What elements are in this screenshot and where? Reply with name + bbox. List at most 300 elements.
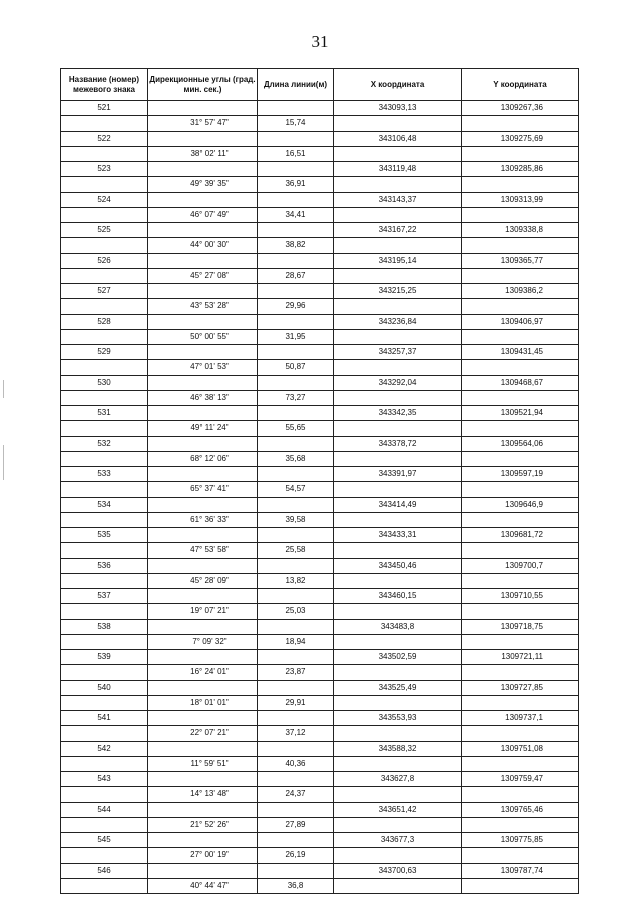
point-name: 543 [61, 772, 148, 787]
empty-cell [334, 878, 462, 894]
empty-cell [61, 207, 148, 223]
point-row [61, 467, 579, 482]
line-length: 13,82 [258, 573, 334, 589]
segment-row [61, 360, 579, 376]
empty-cell [258, 528, 334, 543]
empty-cell [462, 848, 579, 864]
line-length: 38,82 [258, 238, 334, 254]
empty-cell [462, 329, 579, 345]
coordinates-table [60, 68, 579, 894]
segment-row [61, 817, 579, 833]
line-length: 40,36 [258, 756, 334, 772]
point-name: 546 [61, 863, 148, 878]
point-name: 524 [61, 192, 148, 207]
empty-cell [258, 802, 334, 817]
empty-cell [148, 101, 258, 116]
segment-row [61, 878, 579, 894]
empty-cell [258, 314, 334, 329]
direction-angle: 49° 39' 35" [148, 177, 258, 193]
segment-row [61, 573, 579, 589]
empty-cell [148, 589, 258, 604]
empty-cell [258, 284, 334, 299]
segment-row [61, 146, 579, 162]
empty-cell [334, 329, 462, 345]
point-row [61, 589, 579, 604]
empty-cell [258, 741, 334, 756]
empty-cell [334, 360, 462, 376]
empty-cell [148, 467, 258, 482]
empty-cell [148, 619, 258, 634]
empty-cell [61, 634, 148, 650]
empty-cell [61, 238, 148, 254]
empty-cell [462, 543, 579, 559]
x-coordinate: 343651,42 [334, 802, 462, 817]
point-row [61, 192, 579, 207]
x-coordinate: 343236,84 [334, 314, 462, 329]
segment-row [61, 268, 579, 284]
empty-cell [258, 863, 334, 878]
empty-cell [148, 253, 258, 268]
empty-cell [462, 817, 579, 833]
empty-cell [334, 695, 462, 711]
direction-angle: 40° 44' 47" [148, 878, 258, 894]
segment-row [61, 451, 579, 467]
segment-row [61, 207, 579, 223]
line-length: 39,58 [258, 512, 334, 528]
y-coordinate: 1309759,47 [462, 772, 579, 787]
empty-cell [258, 497, 334, 512]
point-name: 521 [61, 101, 148, 116]
point-name: 545 [61, 833, 148, 848]
x-coordinate: 343106,48 [334, 131, 462, 146]
empty-cell [61, 787, 148, 803]
empty-cell [334, 116, 462, 132]
y-coordinate: 1309267,36 [462, 101, 579, 116]
header-direction-angle: Дирекционные углы (град. мин. сек.) [148, 69, 258, 101]
empty-cell [61, 756, 148, 772]
segment-row [61, 329, 579, 345]
empty-cell [148, 802, 258, 817]
point-name: 535 [61, 528, 148, 543]
point-name: 528 [61, 314, 148, 329]
y-coordinate: 1309721,11 [462, 650, 579, 665]
y-coordinate: 1309468,67 [462, 375, 579, 390]
y-coordinate: 1309564,06 [462, 436, 579, 451]
line-length: 16,51 [258, 146, 334, 162]
empty-cell [148, 406, 258, 421]
empty-cell [258, 192, 334, 207]
x-coordinate: 343143,37 [334, 192, 462, 207]
x-coordinate: 343588,32 [334, 741, 462, 756]
empty-cell [334, 848, 462, 864]
empty-cell [258, 772, 334, 787]
x-coordinate: 343215,25 [334, 284, 462, 299]
empty-cell [148, 131, 258, 146]
scan-margin-mark [3, 380, 4, 398]
line-length: 28,67 [258, 268, 334, 284]
point-row [61, 680, 579, 695]
direction-angle: 45° 28' 09" [148, 573, 258, 589]
empty-cell [462, 146, 579, 162]
x-coordinate: 343627,8 [334, 772, 462, 787]
empty-cell [61, 604, 148, 620]
line-length: 34,41 [258, 207, 334, 223]
empty-cell [462, 482, 579, 498]
empty-cell [61, 451, 148, 467]
x-coordinate: 343257,37 [334, 345, 462, 360]
point-name: 533 [61, 467, 148, 482]
direction-angle: 16° 24' 01" [148, 665, 258, 681]
x-coordinate: 343433,31 [334, 528, 462, 543]
empty-cell [61, 573, 148, 589]
empty-cell [148, 650, 258, 665]
y-coordinate: 1309765,46 [462, 802, 579, 817]
point-row [61, 619, 579, 634]
segment-row [61, 543, 579, 559]
empty-cell [148, 284, 258, 299]
point-row [61, 345, 579, 360]
x-coordinate: 343502,59 [334, 650, 462, 665]
empty-cell [61, 482, 148, 498]
x-coordinate: 343167,22 [334, 223, 462, 238]
empty-cell [334, 451, 462, 467]
segment-row [61, 756, 579, 772]
direction-angle: 68° 12' 06" [148, 451, 258, 467]
empty-cell [334, 238, 462, 254]
empty-cell [61, 268, 148, 284]
empty-cell [462, 695, 579, 711]
empty-cell [334, 482, 462, 498]
empty-cell [334, 177, 462, 193]
empty-cell [148, 436, 258, 451]
y-coordinate: 1309737,1 [462, 711, 579, 726]
line-length: 31,95 [258, 329, 334, 345]
segment-row [61, 695, 579, 711]
empty-cell [334, 726, 462, 742]
empty-cell [334, 421, 462, 437]
empty-cell [61, 878, 148, 894]
empty-cell [462, 360, 579, 376]
empty-cell [462, 726, 579, 742]
y-coordinate: 1309313,99 [462, 192, 579, 207]
y-coordinate: 1309751,08 [462, 741, 579, 756]
empty-cell [258, 558, 334, 573]
empty-cell [462, 207, 579, 223]
point-row [61, 863, 579, 878]
point-name: 522 [61, 131, 148, 146]
y-coordinate: 1309275,69 [462, 131, 579, 146]
table-header-row [61, 69, 579, 101]
direction-angle: 19° 07' 21" [148, 604, 258, 620]
empty-cell [462, 451, 579, 467]
direction-angle: 50° 00' 55" [148, 329, 258, 345]
empty-cell [148, 375, 258, 390]
empty-cell [148, 223, 258, 238]
point-name: 529 [61, 345, 148, 360]
empty-cell [462, 421, 579, 437]
empty-cell [334, 207, 462, 223]
segment-row [61, 634, 579, 650]
x-coordinate: 343525,49 [334, 680, 462, 695]
empty-cell [462, 299, 579, 315]
empty-cell [61, 543, 148, 559]
empty-cell [258, 467, 334, 482]
empty-cell [61, 695, 148, 711]
point-row [61, 314, 579, 329]
empty-cell [258, 650, 334, 665]
x-coordinate: 343342,35 [334, 406, 462, 421]
point-name: 544 [61, 802, 148, 817]
direction-angle: 22° 07' 21" [148, 726, 258, 742]
y-coordinate: 1309285,86 [462, 162, 579, 177]
empty-cell [258, 253, 334, 268]
line-length: 37,12 [258, 726, 334, 742]
empty-cell [61, 665, 148, 681]
direction-angle: 27° 00' 19" [148, 848, 258, 864]
empty-cell [334, 665, 462, 681]
line-length: 55,65 [258, 421, 334, 437]
y-coordinate: 1309386,2 [462, 284, 579, 299]
point-name: 530 [61, 375, 148, 390]
segment-row [61, 177, 579, 193]
empty-cell [334, 604, 462, 620]
x-coordinate: 343414,49 [334, 497, 462, 512]
point-row [61, 101, 579, 116]
point-name: 534 [61, 497, 148, 512]
point-name: 538 [61, 619, 148, 634]
line-length: 25,58 [258, 543, 334, 559]
y-coordinate: 1309338,8 [462, 223, 579, 238]
empty-cell [462, 878, 579, 894]
table-body [61, 101, 579, 894]
empty-cell [61, 817, 148, 833]
empty-cell [258, 711, 334, 726]
x-coordinate: 343093,13 [334, 101, 462, 116]
line-length: 15,74 [258, 116, 334, 132]
y-coordinate: 1309681,72 [462, 528, 579, 543]
direction-angle: 38° 02' 11" [148, 146, 258, 162]
y-coordinate: 1309710,55 [462, 589, 579, 604]
empty-cell [258, 406, 334, 421]
point-name: 537 [61, 589, 148, 604]
x-coordinate: 343195,14 [334, 253, 462, 268]
x-coordinate: 343483,8 [334, 619, 462, 634]
line-length: 26,19 [258, 848, 334, 864]
empty-cell [61, 726, 148, 742]
empty-cell [258, 680, 334, 695]
point-row [61, 741, 579, 756]
point-row [61, 253, 579, 268]
empty-cell [462, 512, 579, 528]
direction-angle: 7° 09' 32" [148, 634, 258, 650]
direction-angle: 65° 37' 41" [148, 482, 258, 498]
point-row [61, 833, 579, 848]
y-coordinate: 1309597,19 [462, 467, 579, 482]
empty-cell [61, 360, 148, 376]
x-coordinate: 343700,63 [334, 863, 462, 878]
scan-margin-mark [3, 445, 4, 480]
line-length: 36,91 [258, 177, 334, 193]
point-row [61, 131, 579, 146]
empty-cell [334, 756, 462, 772]
direction-angle: 45° 27' 08" [148, 268, 258, 284]
y-coordinate: 1309521,94 [462, 406, 579, 421]
empty-cell [258, 101, 334, 116]
segment-row [61, 665, 579, 681]
y-coordinate: 1309787,74 [462, 863, 579, 878]
y-coordinate: 1309365,77 [462, 253, 579, 268]
line-length: 25,03 [258, 604, 334, 620]
y-coordinate: 1309727,85 [462, 680, 579, 695]
empty-cell [148, 680, 258, 695]
line-length: 29,91 [258, 695, 334, 711]
empty-cell [148, 497, 258, 512]
x-coordinate: 343378,72 [334, 436, 462, 451]
direction-angle: 49° 11' 24" [148, 421, 258, 437]
point-row [61, 284, 579, 299]
empty-cell [148, 863, 258, 878]
line-length: 23,87 [258, 665, 334, 681]
direction-angle: 18° 01' 01" [148, 695, 258, 711]
empty-cell [258, 436, 334, 451]
point-name: 542 [61, 741, 148, 756]
empty-cell [148, 162, 258, 177]
line-length: 29,96 [258, 299, 334, 315]
x-coordinate: 343677,3 [334, 833, 462, 848]
y-coordinate: 1309406,97 [462, 314, 579, 329]
empty-cell [462, 390, 579, 406]
segment-row [61, 116, 579, 132]
empty-cell [148, 528, 258, 543]
direction-angle: 11° 59' 51" [148, 756, 258, 772]
y-coordinate: 1309775,85 [462, 833, 579, 848]
segment-row [61, 482, 579, 498]
x-coordinate: 343553,93 [334, 711, 462, 726]
point-row [61, 772, 579, 787]
point-row [61, 711, 579, 726]
point-row [61, 558, 579, 573]
segment-row [61, 512, 579, 528]
direction-angle: 14° 13' 48" [148, 787, 258, 803]
empty-cell [334, 146, 462, 162]
empty-cell [334, 299, 462, 315]
y-coordinate: 1309431,45 [462, 345, 579, 360]
empty-cell [148, 711, 258, 726]
empty-cell [148, 192, 258, 207]
empty-cell [61, 421, 148, 437]
direction-angle: 61° 36' 33" [148, 512, 258, 528]
empty-cell [334, 268, 462, 284]
empty-cell [462, 177, 579, 193]
empty-cell [61, 390, 148, 406]
empty-cell [334, 787, 462, 803]
x-coordinate: 343450,46 [334, 558, 462, 573]
header-line-length: Длина линии(м) [258, 69, 334, 101]
empty-cell [258, 345, 334, 360]
empty-cell [462, 268, 579, 284]
segment-row [61, 848, 579, 864]
direction-angle: 46° 07' 49" [148, 207, 258, 223]
empty-cell [462, 665, 579, 681]
empty-cell [334, 512, 462, 528]
empty-cell [61, 146, 148, 162]
x-coordinate: 343119,48 [334, 162, 462, 177]
empty-cell [61, 329, 148, 345]
x-coordinate: 343391,97 [334, 467, 462, 482]
line-length: 27,89 [258, 817, 334, 833]
point-row [61, 162, 579, 177]
point-row [61, 528, 579, 543]
point-name: 540 [61, 680, 148, 695]
line-length: 54,57 [258, 482, 334, 498]
segment-row [61, 787, 579, 803]
empty-cell [462, 787, 579, 803]
point-name: 531 [61, 406, 148, 421]
direction-angle: 43° 53' 28" [148, 299, 258, 315]
y-coordinate: 1309718,75 [462, 619, 579, 634]
empty-cell [258, 619, 334, 634]
empty-cell [258, 162, 334, 177]
empty-cell [462, 604, 579, 620]
point-name: 523 [61, 162, 148, 177]
y-coordinate: 1309646,9 [462, 497, 579, 512]
point-name: 541 [61, 711, 148, 726]
empty-cell [462, 116, 579, 132]
x-coordinate: 343460,15 [334, 589, 462, 604]
empty-cell [334, 543, 462, 559]
direction-angle: 44° 00' 30" [148, 238, 258, 254]
direction-angle: 21° 52' 26" [148, 817, 258, 833]
empty-cell [61, 116, 148, 132]
segment-row [61, 726, 579, 742]
empty-cell [462, 634, 579, 650]
x-coordinate: 343292,04 [334, 375, 462, 390]
empty-cell [258, 223, 334, 238]
direction-angle: 47° 53' 58" [148, 543, 258, 559]
line-length: 35,68 [258, 451, 334, 467]
point-row [61, 406, 579, 421]
empty-cell [334, 817, 462, 833]
point-name: 527 [61, 284, 148, 299]
segment-row [61, 390, 579, 406]
empty-cell [148, 772, 258, 787]
header-x-coordinate: X координата [334, 69, 462, 101]
segment-row [61, 421, 579, 437]
empty-cell [148, 314, 258, 329]
direction-angle: 31° 57' 47" [148, 116, 258, 132]
empty-cell [462, 756, 579, 772]
empty-cell [334, 573, 462, 589]
y-coordinate: 1309700,7 [462, 558, 579, 573]
line-length: 73,27 [258, 390, 334, 406]
empty-cell [258, 131, 334, 146]
line-length: 36,8 [258, 878, 334, 894]
empty-cell [334, 390, 462, 406]
point-name: 536 [61, 558, 148, 573]
empty-cell [334, 634, 462, 650]
empty-cell [148, 833, 258, 848]
empty-cell [148, 345, 258, 360]
segment-row [61, 604, 579, 620]
point-name: 532 [61, 436, 148, 451]
empty-cell [148, 558, 258, 573]
empty-cell [61, 177, 148, 193]
empty-cell [462, 238, 579, 254]
empty-cell [258, 833, 334, 848]
header-y-coordinate: Y координата [462, 69, 579, 101]
point-row [61, 497, 579, 512]
empty-cell [61, 848, 148, 864]
